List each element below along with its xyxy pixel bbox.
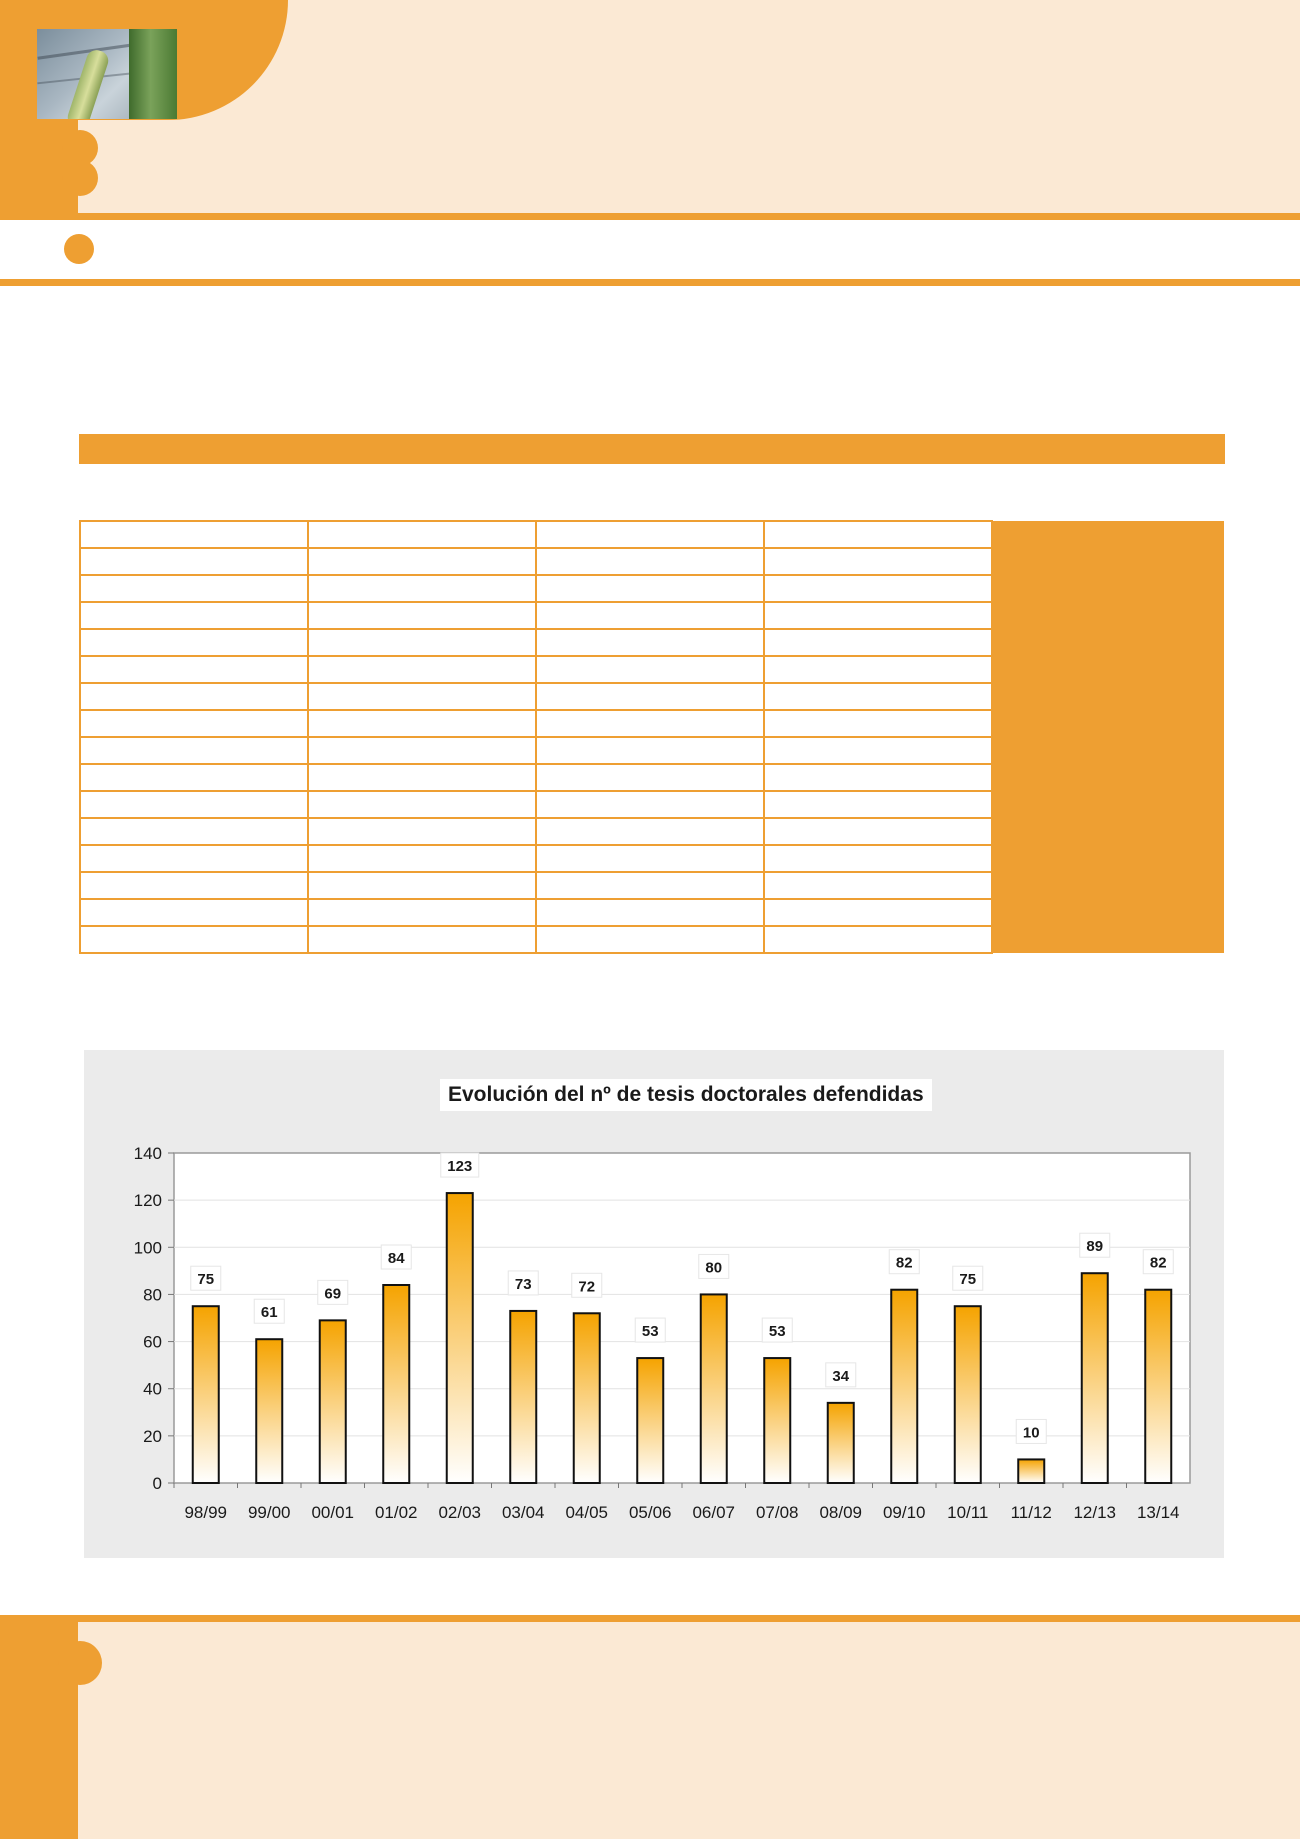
table-cell xyxy=(80,656,308,683)
bar xyxy=(891,1290,917,1483)
bar-chart xyxy=(84,1050,1224,1558)
section-bullet-icon xyxy=(64,234,94,264)
x-tick-label: 09/10 xyxy=(882,1503,926,1522)
header-bump xyxy=(62,160,98,196)
table-cell xyxy=(80,737,308,764)
data-label: 34 xyxy=(832,1367,850,1385)
data-label: 75 xyxy=(197,1271,215,1289)
y-tick-label: 140 xyxy=(133,1144,162,1163)
table-cell xyxy=(764,737,992,764)
footer-bump xyxy=(58,1641,102,1685)
table-cell xyxy=(764,872,992,899)
data-label: 75 xyxy=(959,1271,977,1289)
table-cell xyxy=(80,899,308,926)
data-label: 53 xyxy=(768,1323,786,1341)
bar xyxy=(320,1320,346,1483)
bar xyxy=(510,1311,536,1483)
y-tick-label: 80 xyxy=(143,1285,162,1305)
y-tick-label: 120 xyxy=(133,1191,162,1211)
table-cell xyxy=(80,602,308,629)
table-cell xyxy=(536,764,764,791)
table-cell xyxy=(80,791,308,818)
x-tick-label: 02/03 xyxy=(438,1503,482,1522)
table-cell xyxy=(536,818,764,845)
table-cell xyxy=(536,602,764,629)
data-label: 53 xyxy=(641,1323,659,1341)
table-cell xyxy=(80,872,308,899)
table-cell xyxy=(308,548,536,575)
x-tick-label: 99/00 xyxy=(247,1503,291,1522)
x-tick-label: 03/04 xyxy=(501,1503,545,1522)
table-cell xyxy=(764,602,992,629)
table-cell xyxy=(308,602,536,629)
table-cell xyxy=(764,926,992,953)
x-tick-label: 05/06 xyxy=(628,1503,672,1522)
bar xyxy=(955,1306,981,1483)
photo-plant-leaf xyxy=(129,29,177,119)
bar xyxy=(447,1193,473,1483)
bar xyxy=(574,1313,600,1483)
table-cell xyxy=(536,791,764,818)
table-cell xyxy=(764,548,992,575)
table-cell xyxy=(80,926,308,953)
table-cell xyxy=(80,818,308,845)
table-cell xyxy=(308,656,536,683)
bar xyxy=(383,1285,409,1483)
table-cell xyxy=(764,764,992,791)
table-cell xyxy=(536,656,764,683)
chart-title: Evolución del nº de tesis doctorales defendidas xyxy=(440,1079,932,1111)
x-tick-label: 13/14 xyxy=(1136,1503,1180,1522)
y-tick-label: 100 xyxy=(133,1238,162,1258)
table-cell xyxy=(308,791,536,818)
data-label: 72 xyxy=(578,1278,596,1296)
x-tick-label: 10/11 xyxy=(947,1503,989,1522)
table-side-panel xyxy=(992,521,1224,953)
table-cell xyxy=(308,872,536,899)
greenhouse-photo xyxy=(37,29,177,119)
data-label: 82 xyxy=(1149,1254,1167,1272)
photo-plant-stem xyxy=(65,48,111,119)
data-label: 73 xyxy=(514,1275,532,1293)
table-cell xyxy=(308,899,536,926)
table-cell xyxy=(536,575,764,602)
x-tick-label: 04/05 xyxy=(565,1503,609,1522)
table-cell xyxy=(80,548,308,575)
data-label: 10 xyxy=(1022,1424,1040,1442)
x-tick-label: 00/01 xyxy=(311,1503,355,1522)
table-cell xyxy=(308,926,536,953)
table-cell xyxy=(308,683,536,710)
data-label: 84 xyxy=(387,1250,405,1267)
data-label: 80 xyxy=(705,1259,723,1277)
table-cell xyxy=(80,521,308,548)
x-tick-label: 07/08 xyxy=(755,1503,799,1522)
table-cell xyxy=(80,764,308,791)
bar xyxy=(828,1403,854,1483)
x-tick-label: 06/07 xyxy=(692,1503,736,1522)
table-cell xyxy=(536,737,764,764)
table-cell xyxy=(80,575,308,602)
table-cell xyxy=(764,710,992,737)
table-cell xyxy=(536,872,764,899)
bar xyxy=(1018,1459,1044,1483)
table-cell xyxy=(536,926,764,953)
data-label: 69 xyxy=(324,1285,342,1303)
data-label: 61 xyxy=(260,1304,278,1322)
table-cell xyxy=(764,683,992,710)
table-cell xyxy=(764,575,992,602)
bar xyxy=(256,1339,282,1483)
bar xyxy=(193,1306,219,1483)
y-tick-label: 60 xyxy=(143,1332,162,1352)
table-cell xyxy=(308,845,536,872)
bar xyxy=(1145,1290,1171,1483)
y-tick-label: 20 xyxy=(143,1426,162,1446)
table-cell xyxy=(308,521,536,548)
section-rule xyxy=(0,279,1300,286)
table-cell xyxy=(536,683,764,710)
table-cell xyxy=(308,629,536,656)
data-label: 123 xyxy=(447,1158,473,1176)
table-cell xyxy=(308,818,536,845)
table-cell xyxy=(80,683,308,710)
table-cell xyxy=(308,575,536,602)
table-cell xyxy=(536,548,764,575)
table-cell xyxy=(764,791,992,818)
table-cell xyxy=(536,710,764,737)
data-label: 89 xyxy=(1086,1238,1104,1256)
x-tick-label: 08/09 xyxy=(819,1503,863,1522)
table-cell xyxy=(80,845,308,872)
footer-rule xyxy=(0,1615,1300,1622)
x-tick-label: 01/02 xyxy=(374,1503,418,1522)
table-cell xyxy=(764,818,992,845)
table-cell xyxy=(764,629,992,656)
footer-band xyxy=(0,1622,1300,1839)
table-cell xyxy=(80,629,308,656)
table-cell xyxy=(764,521,992,548)
bar xyxy=(764,1358,790,1483)
table-cell xyxy=(536,845,764,872)
table-cell xyxy=(764,656,992,683)
table-cell xyxy=(536,629,764,656)
table-row xyxy=(80,521,1224,548)
table-cell xyxy=(764,845,992,872)
data-label: 82 xyxy=(895,1254,913,1272)
table-cell xyxy=(308,737,536,764)
y-tick-label: 40 xyxy=(143,1379,162,1399)
header-rule xyxy=(0,213,1300,220)
table-cell xyxy=(764,899,992,926)
x-tick-label: 12/13 xyxy=(1073,1503,1117,1522)
table-cell xyxy=(536,521,764,548)
table-cell xyxy=(308,710,536,737)
table-header-bar xyxy=(79,434,1225,464)
table-cell xyxy=(308,764,536,791)
x-tick-label: 98/99 xyxy=(184,1503,228,1522)
bar xyxy=(1082,1273,1108,1483)
table-cell xyxy=(80,710,308,737)
data-table xyxy=(79,520,1224,954)
x-tick-label: 11/12 xyxy=(1010,1503,1052,1522)
table-cell xyxy=(536,899,764,926)
y-tick-label: 0 xyxy=(152,1474,162,1493)
bar xyxy=(701,1294,727,1483)
bar xyxy=(637,1358,663,1483)
